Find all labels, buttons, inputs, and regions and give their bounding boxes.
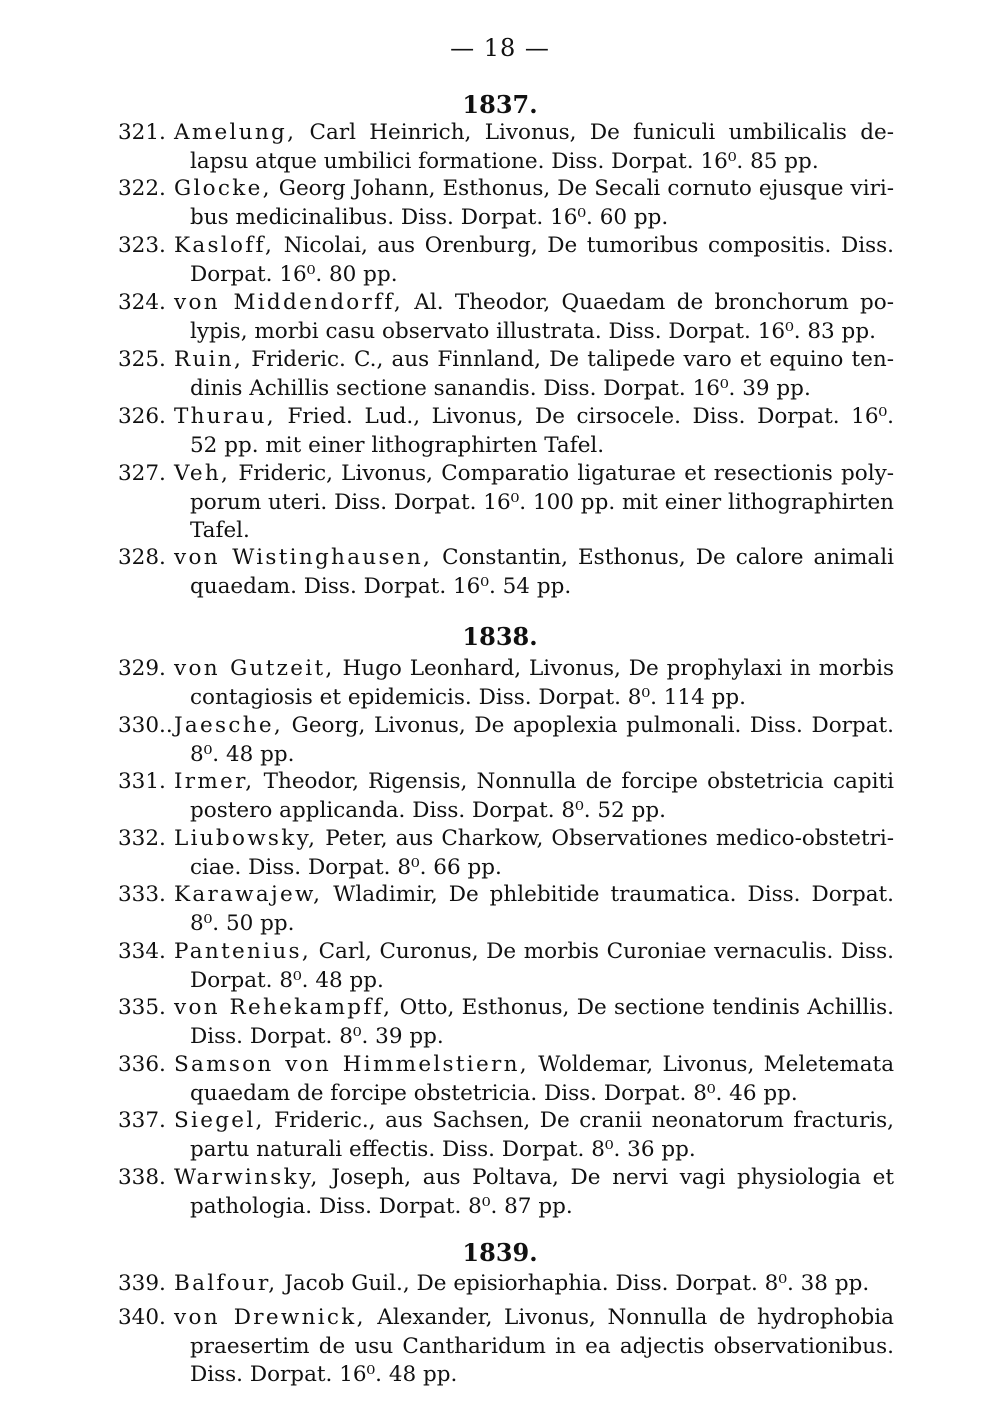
- bibliography-entry: [118, 403, 894, 460]
- entry-text: Woldemar, Livonus, Meletemata: [528, 1052, 895, 1077]
- bibliography-entry: [118, 1164, 894, 1221]
- author-name: Samson von Himmelstiern,: [174, 1052, 529, 1077]
- entry-first-line: [174, 289, 894, 318]
- author-name: Karawajew,: [174, 882, 323, 907]
- entry-number: 328.: [118, 545, 166, 570]
- entry-number: 340.: [118, 1305, 166, 1330]
- entry-number: 323.: [118, 233, 166, 258]
- entry-first-line: [174, 346, 894, 375]
- entry-number: 331.: [118, 769, 166, 794]
- entry-continuation-line: 8⁰. 48 pp.: [190, 741, 295, 767]
- entry-number: 335.: [118, 995, 166, 1020]
- entry-continuation-line: contagiosis et epidemicis. Diss. Dorpat. 8⁰. 114 pp.: [190, 684, 746, 710]
- year-heading: 1838.: [462, 622, 538, 651]
- entry-first-line: [174, 881, 894, 910]
- author-name: Kasloff,: [174, 233, 275, 258]
- entry-text: Frideric, Livonus, Comparatio ligaturae et resectionis poly-: [230, 461, 894, 486]
- entry-text: Carl, Curonus, De morbis Curoniae vernaculis. Diss.: [310, 939, 894, 964]
- entry-continuation-line: bus medicinalibus. Diss. Dorpat. 16⁰. 60 pp.: [190, 204, 669, 230]
- bibliography-entry: [118, 1304, 894, 1390]
- entry-continuation-line: lypis, morbi casu observato illustrata. Diss. Dorpat. 16⁰. 83 pp.: [190, 318, 876, 344]
- bibliography-entry: [118, 232, 894, 289]
- bibliography-entry: [118, 175, 894, 232]
- entry-first-line: [174, 1051, 894, 1080]
- entry-continuation-line: ciae. Diss. Dorpat. 8⁰. 66 pp.: [190, 854, 502, 880]
- entry-first-line: [174, 544, 894, 573]
- author-name: Liubowsky,: [174, 826, 318, 851]
- entry-continuation-line: Diss. Dorpat. 8⁰. 39 pp.: [190, 1023, 444, 1049]
- entry-number: 326.: [118, 404, 166, 429]
- entry-first-line: [174, 232, 894, 261]
- entry-continuation-line: pathologia. Diss. Dorpat. 8⁰. 87 pp.: [190, 1193, 573, 1219]
- entry-text: Al. Theodor, Quaedam de bronchorum po-: [403, 290, 894, 315]
- author-name: von Rehekampff,: [174, 995, 393, 1020]
- entry-text: Frideric., aus Sachsen, De cranii neonatorum fracturis,: [264, 1108, 894, 1133]
- entry-text: Nicolai, aus Orenburg, De tumoribus compositis. Diss.: [274, 233, 894, 258]
- entry-number: 332.: [118, 826, 166, 851]
- entry-text: Joseph, aus Poltava, De nervi vagi physiologia et: [319, 1165, 894, 1190]
- author-name: Balfour,: [174, 1271, 278, 1296]
- entry-continuation-line: porum uteri. Diss. Dorpat. 16⁰. 100 pp. mit einer lithographirten: [190, 489, 895, 515]
- entry-continuation-line: quaedam. Diss. Dorpat. 16⁰. 54 pp.: [190, 573, 572, 599]
- bibliography-entry: [118, 544, 894, 601]
- author-name: Ruin,: [174, 347, 244, 372]
- entry-continuation-line: partu naturali effectis. Diss. Dorpat. 8⁰. 36 pp.: [190, 1136, 696, 1162]
- author-name: Jaesche,: [174, 713, 284, 738]
- bibliography-entry: [118, 1107, 894, 1164]
- author-name: von Middendorff,: [174, 290, 403, 315]
- bibliography-entry: [118, 994, 894, 1051]
- author-name: von Wistinghausen,: [174, 545, 433, 570]
- author-name: Warwinsky,: [174, 1165, 320, 1190]
- entry-first-line: [174, 460, 894, 489]
- entry-number: 324.: [118, 290, 166, 315]
- entry-continuation-line: Tafel.: [190, 518, 250, 543]
- entry-text: Hugo Leonhard, Livonus, De prophylaxi in morbis: [334, 656, 894, 681]
- bibliography-entry: [118, 119, 894, 176]
- author-name: Pantenius,: [174, 939, 311, 964]
- bibliography-entry: [118, 460, 894, 546]
- entry-first-line: [174, 175, 894, 204]
- bibliography-entry: [118, 1051, 894, 1108]
- entry-continuation-line: lapsu atque umbilici formatione. Diss. Dorpat. 16⁰. 85 pp.: [190, 148, 819, 174]
- author-name: Siegel,: [174, 1108, 265, 1133]
- year-heading: 1839.: [462, 1238, 538, 1267]
- bibliography-entry: [118, 825, 894, 882]
- entry-first-line: [174, 994, 894, 1023]
- entry-continuation-line: Dorpat. 16⁰. 80 pp.: [190, 261, 398, 287]
- year-heading: 1837.: [462, 90, 538, 119]
- entry-number: 334.: [118, 939, 166, 964]
- entry-number: 339.: [118, 1271, 166, 1296]
- entry-continuation-line: 52 pp. mit einer lithographirten Tafel.: [190, 432, 605, 458]
- entry-first-line: [174, 768, 894, 797]
- entry-first-line: [174, 1107, 894, 1136]
- entry-first-line: [174, 655, 894, 684]
- author-name: Veh,: [174, 461, 231, 486]
- author-name: von Gutzeit,: [174, 656, 335, 681]
- entry-first-line: [174, 119, 894, 148]
- entry-number: 327.: [118, 461, 166, 486]
- entry-first-line: [174, 1164, 894, 1193]
- entry-first-line: [174, 1270, 894, 1299]
- entry-first-line: [174, 1304, 894, 1333]
- bibliography-entry: [118, 1270, 894, 1299]
- bibliography-entry: [118, 768, 894, 825]
- entry-text: Carl Heinrich, Livonus, De funiculi umbilicalis de-: [296, 120, 894, 145]
- bibliography-entry: [118, 289, 894, 346]
- author-name: Irmer,: [174, 769, 255, 794]
- entry-continuation-line: 8⁰. 50 pp.: [190, 910, 295, 936]
- entry-number: 338.: [118, 1165, 166, 1190]
- entry-first-line: [174, 403, 894, 432]
- entry-text: Constantin, Esthonus, De calore animali: [432, 545, 894, 570]
- entry-number: 333.: [118, 882, 166, 907]
- entry-first-line: [174, 938, 894, 967]
- bibliography-entry: [118, 881, 894, 938]
- entry-continuation-line: quaedam de forcipe obstetricia. Diss. Dorpat. 8⁰. 46 pp.: [190, 1080, 798, 1106]
- entry-text: Georg, Livonus, De apoplexia pulmonali. Diss. Dorpat.: [283, 713, 894, 738]
- entry-text: Georg Johann, Esthonus, De Secali cornuto ejusque viri-: [271, 176, 894, 201]
- page-number: — 18 —: [450, 34, 550, 62]
- entry-number: 321.: [118, 120, 166, 145]
- bibliography-entry: [118, 346, 894, 403]
- entry-text: Theodor, Rigensis, Nonnulla de forcipe obstetricia capiti: [254, 769, 894, 794]
- author-name: Amelung,: [174, 120, 297, 145]
- entry-text: Otto, Esthonus, De sectione tendinis Achillis.: [392, 995, 894, 1020]
- author-name: Glocke,: [174, 176, 272, 201]
- entry-continuation-line: Diss. Dorpat. 16⁰. 48 pp.: [190, 1362, 458, 1387]
- entry-continuation-line: postero applicanda. Diss. Dorpat. 8⁰. 52 pp.: [190, 797, 666, 823]
- entry-text: Alexander, Livonus, Nonnulla de hydrophobia: [365, 1305, 894, 1330]
- entry-first-line: [174, 712, 894, 741]
- entry-text: Fried. Lud., Livonus, De cirsocele. Diss. Dorpat. 16⁰.: [275, 404, 894, 429]
- author-name: von Drewnick,: [174, 1305, 366, 1330]
- entry-number: 336.: [118, 1052, 166, 1077]
- entry-text: Jacob Guil., De episiorhaphia. Diss. Dorpat. 8⁰. 38 pp.: [277, 1271, 870, 1296]
- entry-number: 337.: [118, 1108, 166, 1133]
- entry-text: Peter, aus Charkow, Observationes medico-obstetri-: [317, 826, 894, 851]
- entry-continuation-line: Dorpat. 8⁰. 48 pp.: [190, 967, 384, 993]
- entry-text: Wladimir, De phlebitide traumatica. Diss. Dorpat.: [322, 882, 894, 907]
- entry-number: 322.: [118, 176, 166, 201]
- entry-number: 330..: [118, 713, 173, 738]
- entry-number: 325.: [118, 347, 166, 372]
- author-name: Thurau,: [174, 404, 276, 429]
- bibliography-entry: [118, 712, 894, 769]
- bibliography-entry: [118, 938, 894, 995]
- entry-continuation-line: dinis Achillis sectione sanandis. Diss. Dorpat. 16⁰. 39 pp.: [190, 375, 811, 401]
- bibliography-entry: [118, 655, 894, 712]
- entry-first-line: [174, 825, 894, 854]
- entry-text: Frideric. C., aus Finnland, De talipede varo et equino ten-: [243, 347, 894, 372]
- entry-continuation-line: praesertim de usu Cantharidum in ea adjectis observationibus.: [190, 1333, 894, 1359]
- entry-number: 329.: [118, 656, 166, 681]
